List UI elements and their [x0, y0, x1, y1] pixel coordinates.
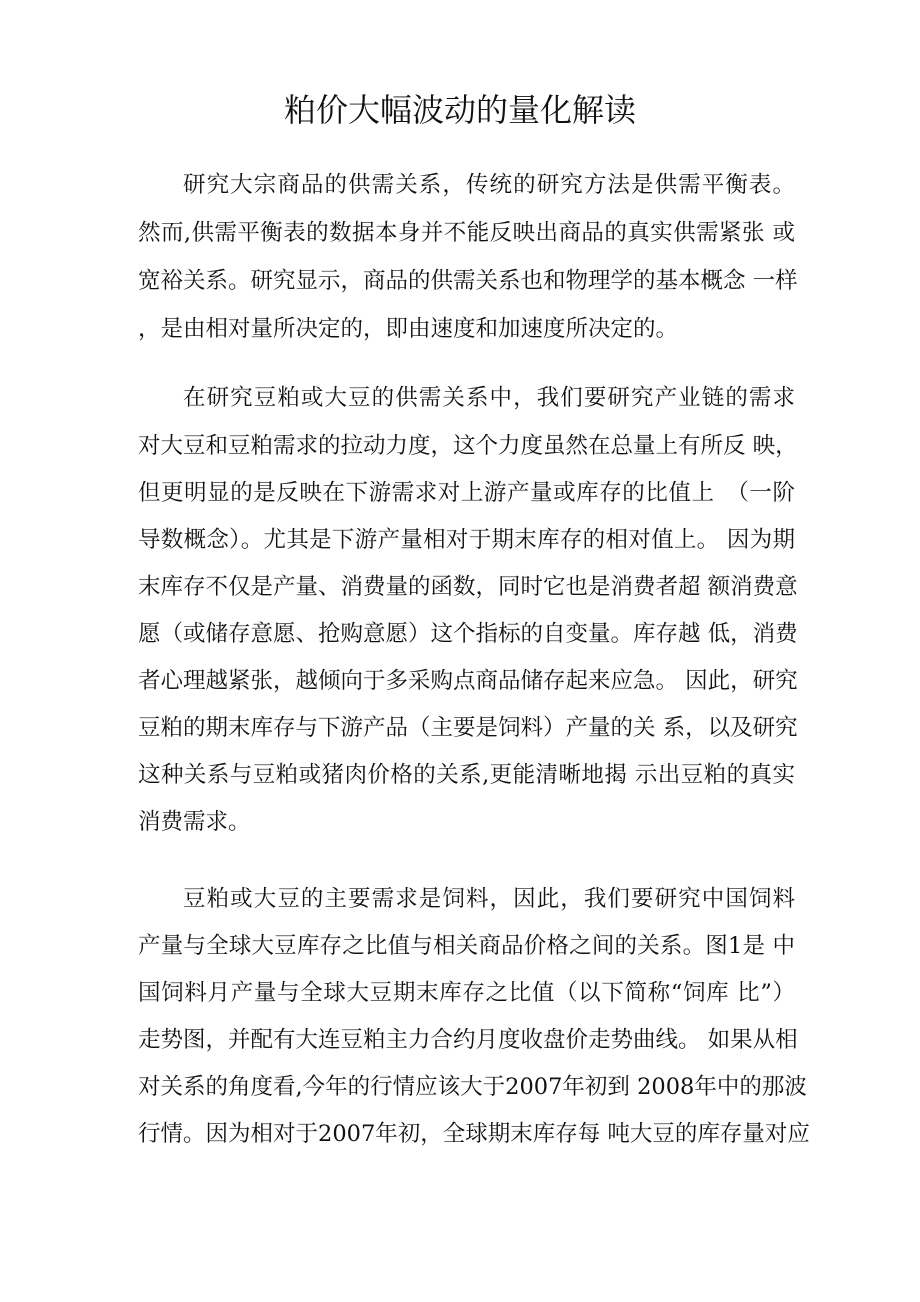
text-line: 豆粕的期末库存与下游产品（主要是饲料）产量的关 系，以及研究 [138, 715, 798, 741]
text-line: 宽裕关系。研究显示，商品的供需关系也和物理学的基本概念 一样 [138, 268, 798, 294]
text-line: 末库存不仅是产量、消费量的函数，同时它也是消费者超 额消费意 [138, 574, 798, 600]
text-line: 消费需求。 [138, 809, 251, 835]
text-line: 走势图，并配有大连豆粕主力合约月度收盘价走势曲线。 如果从相 [138, 1027, 798, 1053]
text-line: 这种关系与豆粕或猪肉价格的关系,更能清晰地揭 示出豆粕的真实 [138, 762, 795, 788]
text-line: 导数概念）。尤其是下游产量相对于期末库存的相对值上。 因为期 [138, 527, 795, 553]
text-line: 愿（或储存意愿、抢购意愿）这个指标的自变量。库存越 低，消费 [138, 621, 798, 647]
text-line: 在研究豆粕或大豆的供需关系中，我们要研究产业链的需求 [183, 385, 795, 411]
text-line: 研究大宗商品的供需关系，传统的研究方法是供需平衡表。 [183, 172, 795, 198]
text-line: 行情。因为相对于2007年初，全球期末库存每 吨大豆的库存量对应 [138, 1121, 810, 1147]
text-line: 对大豆和豆粕需求的拉动力度，这个力度虽然在总量上有所反 映， [138, 433, 798, 459]
text-line: 产量与全球大豆库存之比值与相关商品价格之间的关系。图1是 中 [138, 933, 795, 959]
text-line: 但更明显的是反映在下游需求对上游产量或库存的比值上 （一阶 [138, 480, 795, 506]
text-line: 然而,供需平衡表的数据本身并不能反映出商品的真实供需紧张 或 [138, 220, 795, 246]
text-line: 国饲料月产量与全球大豆期末库存之比值（以下简称“饲库 比”） [138, 980, 795, 1006]
text-line: 豆粕或大豆的主要需求是饲料，因此，我们要研究中国饲料 [183, 886, 795, 912]
document-title: 粕价大幅波动的量化解读 [283, 91, 636, 129]
text-line: 对关系的角度看,今年的行情应该大于2007年初到 2008年中的那波 [138, 1074, 807, 1100]
text-line: ，是由相对量所决定的，即由速度和加速度所决定的。 [138, 316, 679, 342]
text-line: 者心理越紧张，越倾向于多采购点商品储存起来应急。 因此，研究 [138, 668, 798, 694]
